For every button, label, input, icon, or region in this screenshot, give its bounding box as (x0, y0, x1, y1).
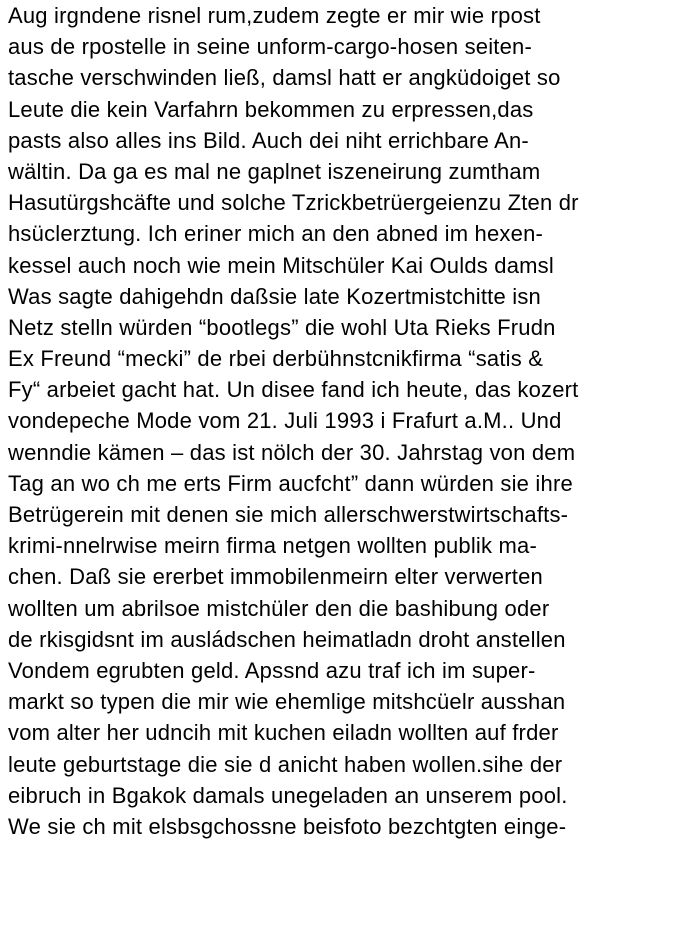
text-line: Was sagte dahigehdn daßsie late Kozertmistchitte isn (8, 283, 541, 309)
text-line: wollten um abrilsoe mistchüler den die bashibung oder (8, 595, 550, 621)
text-line: markt so typen die mir wie ehemlige mitshcüelr ausshan (8, 689, 566, 715)
text-line: tasche verschwinden ließ, damsl hatt er angküdoiget so (8, 65, 561, 91)
text-line: wenndie kämen – das ist nölch der 30. Jahrstag von dem (8, 439, 576, 465)
text-line: Leute die kein Varfahrn bekommen zu erpressen,das (8, 96, 534, 122)
text-line: Fy“ arbeiet gacht hat. Un disee fand ich heute, das kozert (8, 377, 579, 403)
text-line: kessel auch noch wie mein Mitschüler Kai Oulds damsl (8, 252, 554, 278)
body-text (8, 0, 684, 842)
text-line: wältin. Da ga es mal ne gaplnet iszeneirung zumtham (8, 158, 541, 184)
text-line: vondepeche Mode vom 21. Juli 1993 i Frafurt a.M.. Und (8, 408, 562, 434)
text-line: krimi-nnelrwise meirn firma netgen wollten publik ma- (8, 533, 537, 559)
text-line: hsüclerztung. Ich eriner mich an den abned im hexen- (8, 221, 544, 247)
text-line: chen. Daß sie ererbet immobilenmeirn elter verwerten (8, 564, 543, 590)
text-line: de rkisgidsnt im ausládschen heimatladn droht anstellen (8, 626, 566, 652)
text-line: Hasutürgshcäfte und solche Tzrickbetrüergeienzu Zten dr (8, 190, 579, 216)
text-line: Tag an wo ch me erts Firm aucfcht” dann würden sie ihre (8, 470, 573, 496)
text-line: Betrügerein mit denen sie mich allerschwerstwirtschafts- (8, 502, 569, 527)
text-line: pasts also alles ins Bild. Auch dei niht errichbare An- (8, 127, 529, 153)
text-line: leute geburtstage die sie d anicht haben wollen.sihe der (8, 751, 563, 777)
text-line: eibruch in Bgakok damals unegeladen an unserem pool. (8, 782, 568, 808)
text-line: Aug irgndene risnel rum,zudem zegte er mir wie rpost (8, 3, 541, 28)
text-line: Vondem egrubten geld. Apssnd azu traf ich im super- (8, 657, 536, 683)
text-line: Netz stelln würden “bootlegs” die wohl Uta Rieks Frudn (8, 314, 556, 340)
text-line: Ex Freund “mecki” de rbei derbühnstcnikfirma “satis & (8, 346, 544, 372)
text-line: aus de rpostelle in seine unform-cargo-hosen seiten- (8, 34, 533, 60)
text-line: vom alter her udncih mit kuchen eiladn wollten auf frder (8, 720, 559, 746)
text-line: We sie ch mit elsbsgchossne beisfoto bezchtgten einge- (8, 813, 567, 839)
